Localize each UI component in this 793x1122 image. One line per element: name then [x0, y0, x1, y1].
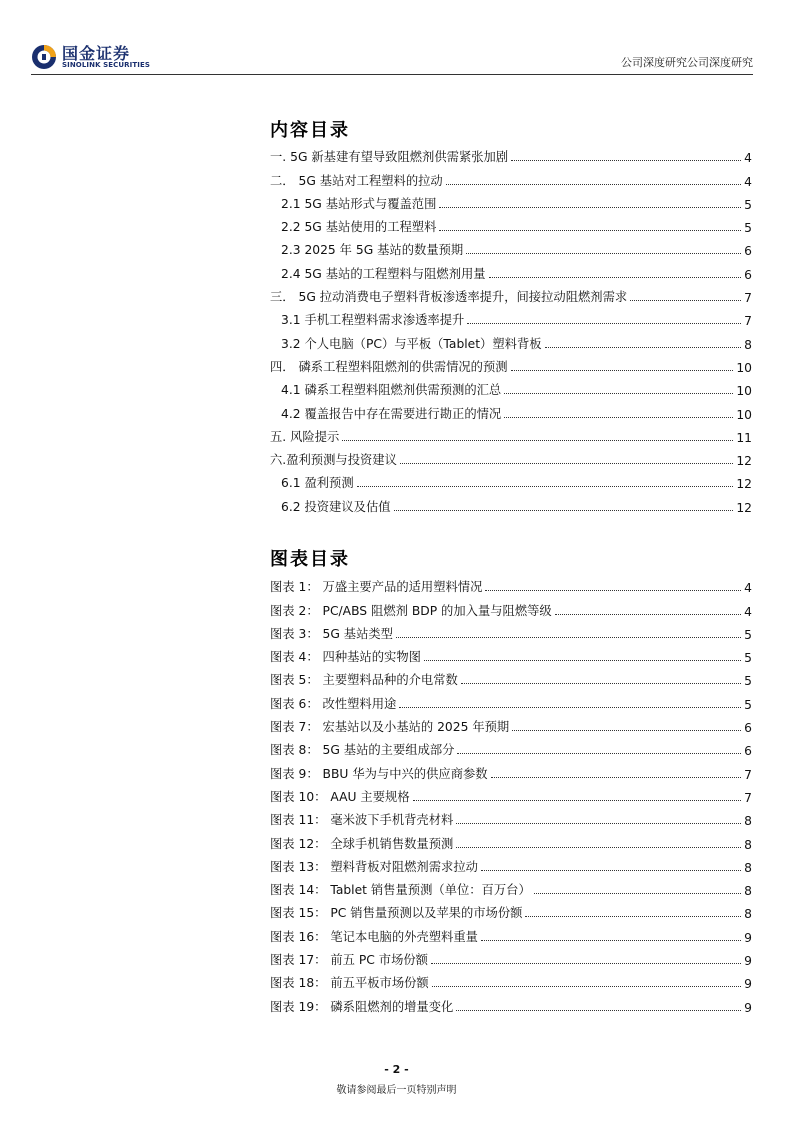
figure-entry-label: 图表 11： 毫米波下手机背壳材料: [270, 813, 454, 828]
figure-entry[interactable]: [270, 945, 752, 968]
figure-entry-label: 图表 8： 5G 基站的主要组成部分: [270, 743, 455, 758]
figure-entry-label: 图表 16： 笔记本电脑的外壳塑料重量: [270, 929, 478, 944]
disclaimer-note: 敬请参阅最后一页特别声明: [336, 1085, 457, 1096]
toc-entry-page: 5: [744, 221, 752, 236]
figure-entry-label: 图表 2： PC/ABS 阻燃剂 BDP 的加入量与阻燃等级: [270, 603, 552, 618]
figure-entry-label: 图表 19： 磷系阻燃剂的增量变化: [270, 999, 454, 1014]
toc-entry-label: 三． 5G 拉动消费电子塑料背板渗透率提升，间接拉动阻燃剂需求: [270, 290, 628, 305]
dot-leader: [457, 753, 741, 754]
figure-entry[interactable]: [270, 642, 752, 665]
page-header: [0, 0, 793, 80]
figure-entry[interactable]: [270, 991, 752, 1014]
toc-entry-page: 8: [744, 337, 752, 352]
dot-leader: [481, 940, 741, 941]
figure-entry-page: 5: [744, 674, 752, 689]
dot-leader: [439, 230, 741, 231]
figure-entry-label: 图表 12： 全球手机销售数量预测: [270, 836, 454, 851]
dot-leader: [432, 986, 741, 987]
figure-entry-label: 图表 9： BBU 华为与中兴的供应商参数: [270, 766, 488, 781]
figure-entry-label: 图表 6： 改性塑料用途: [270, 696, 397, 711]
toc-entry-page: 5: [744, 197, 752, 212]
dot-leader: [446, 184, 741, 185]
toc-entry[interactable]: [270, 235, 752, 258]
figure-entry-page: 5: [744, 627, 752, 642]
toc-entry[interactable]: [270, 398, 752, 421]
figure-entry-page: 4: [744, 604, 752, 619]
toc-entry[interactable]: [270, 165, 752, 188]
toc-entry-label: 一. 5G 新基建有望导致阻燃剂供需紧张加剧: [270, 150, 509, 165]
figure-entry-page: 4: [744, 581, 752, 596]
dot-leader: [630, 300, 741, 301]
sinolink-logo-icon: [31, 44, 57, 70]
figure-entry[interactable]: [270, 595, 752, 618]
figure-entry-page: 9: [744, 977, 752, 992]
toc-entry-page: 10: [736, 407, 752, 422]
logo-english-name: SINOLINK SECURITIES: [62, 61, 150, 69]
dot-leader: [431, 963, 741, 964]
figure-entry-label: 图表 5： 主要塑料品种的介电常数: [270, 673, 458, 688]
dot-leader: [466, 253, 741, 254]
toc-entry-label: 2.4 5G 基站的工程塑料与阻燃剂用量: [281, 266, 486, 281]
dot-leader: [525, 916, 741, 917]
figure-entry-page: 7: [744, 767, 752, 782]
figure-entry-label: 图表 1： 万盛主要产品的适用塑料情况: [270, 580, 483, 595]
toc-entry-label: 五. 风险提示: [270, 429, 340, 444]
figure-entry[interactable]: [270, 572, 752, 595]
toc-entry[interactable]: [270, 212, 752, 235]
page-number: - 2 -: [384, 1063, 409, 1076]
toc-entry[interactable]: [270, 305, 752, 328]
figure-entry-page: 7: [744, 790, 752, 805]
figure-entry-page: 9: [744, 1000, 752, 1015]
dot-leader: [394, 510, 734, 511]
toc-entry-page: 12: [736, 477, 752, 492]
figure-entry[interactable]: [270, 898, 752, 921]
figure-entry[interactable]: [270, 852, 752, 875]
dot-leader: [555, 614, 741, 615]
dot-leader: [511, 370, 734, 371]
toc-entry-page: 12: [736, 500, 752, 515]
toc-entry-page: 12: [736, 454, 752, 469]
figure-entry-page: 9: [744, 930, 752, 945]
dot-leader: [399, 707, 741, 708]
toc-entry-label: 6.1 盈利预测: [281, 476, 354, 491]
dot-leader: [357, 486, 734, 487]
toc-entry-label: 3.1 手机工程塑料需求渗透率提升: [281, 313, 465, 328]
dot-leader: [396, 637, 741, 638]
figure-entry[interactable]: [270, 828, 752, 851]
dot-leader: [485, 590, 741, 591]
toc-entry-label: 6.2 投资建议及估值: [281, 499, 391, 514]
toc-entry[interactable]: [270, 352, 752, 375]
toc-entry-label: 二． 5G 基站对工程塑料的拉动: [270, 173, 443, 188]
figure-entry[interactable]: [270, 875, 752, 898]
figure-entry-page: 9: [744, 954, 752, 969]
figure-entry-page: 8: [744, 884, 752, 899]
toc-entry-label: 2.2 5G 基站使用的工程塑料: [281, 220, 437, 235]
toc-entry[interactable]: [270, 189, 752, 212]
toc-entry-label: 六.盈利预测与投资建议: [270, 453, 397, 468]
figure-entry[interactable]: [270, 619, 752, 642]
logo-chinese-name: 国金证券: [62, 44, 131, 63]
figure-entry[interactable]: [270, 665, 752, 688]
figures-list: [270, 572, 752, 1015]
dot-leader: [456, 823, 741, 824]
figure-entry-label: 图表 14： Tablet 销售量预测（单位：百万台）: [270, 883, 531, 898]
dot-leader: [504, 417, 733, 418]
figure-entry-label: 图表 10： AAU 主要规格: [270, 789, 410, 804]
toc-entry-label: 4.1 磷系工程塑料阻燃剂供需预测的汇总: [281, 383, 502, 398]
toc-entry-label: 3.2 个人电脑（PC）与平板（Tablet）塑料背板: [281, 336, 542, 351]
header-divider: [31, 74, 753, 75]
toc-entry-page: 4: [744, 174, 752, 189]
dot-leader: [504, 393, 733, 394]
figure-entry-label: 图表 15： PC 销售量预测以及苹果的市场份额: [270, 906, 523, 921]
toc-list: [270, 142, 752, 515]
toc-entry[interactable]: [270, 282, 752, 305]
toc-entry-page: 7: [744, 314, 752, 329]
dot-leader: [342, 440, 733, 441]
figure-entry[interactable]: [270, 735, 752, 758]
toc-entry-page: 4: [744, 151, 752, 166]
dot-leader: [424, 660, 741, 661]
dot-leader: [467, 323, 741, 324]
figure-entry-label: 图表 4： 四种基站的实物图: [270, 650, 421, 665]
figure-entry[interactable]: [270, 805, 752, 828]
figure-entry-page: 8: [744, 837, 752, 852]
figure-entry[interactable]: [270, 712, 752, 735]
toc-entry-page: 6: [744, 267, 752, 282]
dot-leader: [511, 160, 741, 161]
dot-leader: [512, 730, 741, 731]
dot-leader: [461, 683, 741, 684]
toc-entry[interactable]: [270, 375, 752, 398]
dot-leader: [481, 870, 741, 871]
toc-entry-page: 11: [736, 430, 752, 445]
dot-leader: [400, 463, 733, 464]
dot-leader: [545, 347, 742, 348]
figure-entry-page: 5: [744, 697, 752, 712]
figure-entry[interactable]: [270, 921, 752, 944]
toc-title: 内容目录: [270, 120, 350, 141]
toc-entry[interactable]: [270, 491, 752, 514]
figure-entry-label: 图表 18： 前五平板市场份额: [270, 976, 429, 991]
figure-entry-page: 8: [744, 814, 752, 829]
figure-entry-label: 图表 7： 宏基站以及小基站的 2025 年预期: [270, 720, 510, 735]
toc-entry[interactable]: [270, 468, 752, 491]
figure-entry-label: 图表 3： 5G 基站类型: [270, 626, 393, 641]
company-logo: [31, 44, 171, 74]
toc-entry-label: 4.2 覆盖报告中存在需要进行勘正的情况: [281, 406, 502, 421]
figure-entry-page: 8: [744, 907, 752, 922]
figure-entry[interactable]: [270, 782, 752, 805]
dot-leader: [491, 777, 742, 778]
toc-entry-label: 四． 磷系工程塑料阻燃剂的供需情况的预测: [270, 359, 508, 374]
toc-entry-page: 10: [736, 360, 752, 375]
report-type-label: 公司深度研究公司深度研究: [621, 56, 753, 69]
figure-entry-page: 5: [744, 651, 752, 666]
figure-entry-page: 6: [744, 744, 752, 759]
figure-entry[interactable]: [270, 968, 752, 991]
figure-entry[interactable]: [270, 688, 752, 711]
toc-entry-page: 6: [744, 244, 752, 259]
dot-leader: [456, 847, 741, 848]
toc-entry[interactable]: [270, 328, 752, 351]
figure-entry-page: 8: [744, 860, 752, 875]
dot-leader: [413, 800, 742, 801]
toc-entry-page: 10: [736, 384, 752, 399]
figure-entry-label: 图表 17： 前五 PC 市场份额: [270, 953, 428, 968]
toc-entry[interactable]: [270, 142, 752, 165]
toc-entry[interactable]: [270, 422, 752, 445]
toc-entry[interactable]: [270, 258, 752, 281]
dot-leader: [456, 1010, 741, 1011]
toc-entry-label: 2.1 5G 基站形式与覆盖范围: [281, 196, 437, 211]
figures-title: 图表目录: [270, 549, 350, 570]
figure-entry-page: 6: [744, 721, 752, 736]
dot-leader: [534, 893, 741, 894]
toc-entry-label: 2.3 2025 年 5G 基站的数量预期: [281, 243, 464, 258]
figure-entry-label: 图表 13： 塑料背板对阻燃剂需求拉动: [270, 859, 478, 874]
dot-leader: [489, 277, 742, 278]
toc-entry-page: 7: [744, 291, 752, 306]
figure-entry[interactable]: [270, 758, 752, 781]
dot-leader: [439, 207, 741, 208]
toc-entry[interactable]: [270, 445, 752, 468]
